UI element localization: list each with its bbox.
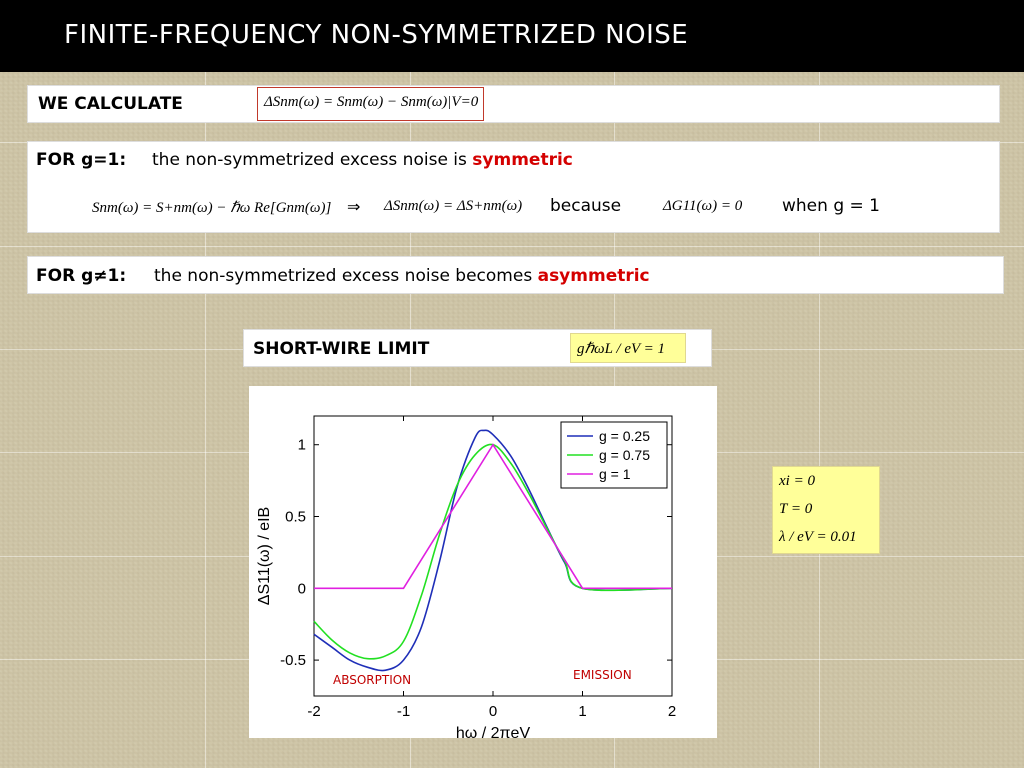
we-calculate-formula: ΔSnm(ω) = Snm(ω) − Snm(ω)|V=0 [264, 94, 479, 110]
param-xi: xi = 0 [779, 473, 815, 489]
g-equals-1-panel [27, 141, 1000, 233]
short-wire-formula-box [570, 333, 686, 363]
y-tick-label: 0.5 [285, 508, 306, 526]
legend-label: g = 0.25 [599, 428, 650, 444]
y-tick-label: -0.5 [280, 652, 306, 670]
background-line [0, 246, 1024, 247]
g-not-1-text [154, 266, 650, 286]
because-text: because [550, 196, 622, 216]
legend-label: g = 1 [599, 466, 631, 482]
implies-symbol: ⇒ [347, 199, 361, 216]
asymmetric-highlight: asymmetric [537, 266, 650, 286]
x-tick-label: -1 [396, 703, 411, 720]
g-equals-1-label: FOR g=1: [36, 150, 127, 170]
y-tick-label: 0 [297, 580, 306, 598]
short-wire-label: SHORT-WIRE LIMIT [253, 339, 430, 359]
x-tick-label: 1 [578, 703, 587, 720]
noise-formula-result: ΔSnm(ω) = ΔS+nm(ω) [384, 198, 523, 214]
x-tick-label: 0 [488, 703, 498, 720]
g-equals-1-text-before: the non-symmetrized excess noise is [152, 150, 467, 170]
g-not-1-text-before: the non-symmetrized excess noise becomes [154, 266, 533, 286]
x-tick-label: 2 [667, 703, 677, 720]
condition-formula: ΔG11(ω) = 0 [663, 198, 743, 214]
g-not-1-label: FOR g≠1: [36, 266, 127, 286]
symmetric-highlight: symmetric [472, 150, 573, 170]
title-bar [0, 0, 1024, 72]
g-equals-1-text [152, 150, 573, 170]
slide-title: FINITE-FREQUENCY NON-SYMMETRIZED NOISE [64, 20, 689, 50]
short-wire-formula: gℏωL / eV = 1 [577, 341, 666, 357]
x-axis-label: hω / 2πeV [455, 725, 531, 738]
param-lambda: λ / eV = 0.01 [779, 529, 857, 545]
x-tick-label: -2 [307, 703, 321, 720]
legend-label: g = 0.75 [599, 447, 650, 463]
emission-annotation: EMISSION [573, 668, 632, 682]
g-not-1-panel [27, 256, 1004, 294]
y-tick-label: 1 [297, 436, 306, 454]
noise-formula-main: Snm(ω) = S+nm(ω) − ℏω Re[Gnm(ω)] [92, 200, 332, 216]
when-text: when g = 1 [782, 196, 880, 216]
noise-chart [249, 386, 717, 738]
we-calculate-formula-box [257, 87, 484, 121]
parameters-box [772, 466, 880, 554]
absorption-annotation: ABSORPTION [333, 673, 412, 687]
y-axis-label: ΔS11(ω) / eIB [256, 506, 273, 606]
we-calculate-panel [27, 85, 1000, 123]
we-calculate-label: WE CALCULATE [38, 94, 183, 114]
param-temperature: T = 0 [779, 501, 813, 517]
noise-chart-panel [249, 386, 717, 738]
